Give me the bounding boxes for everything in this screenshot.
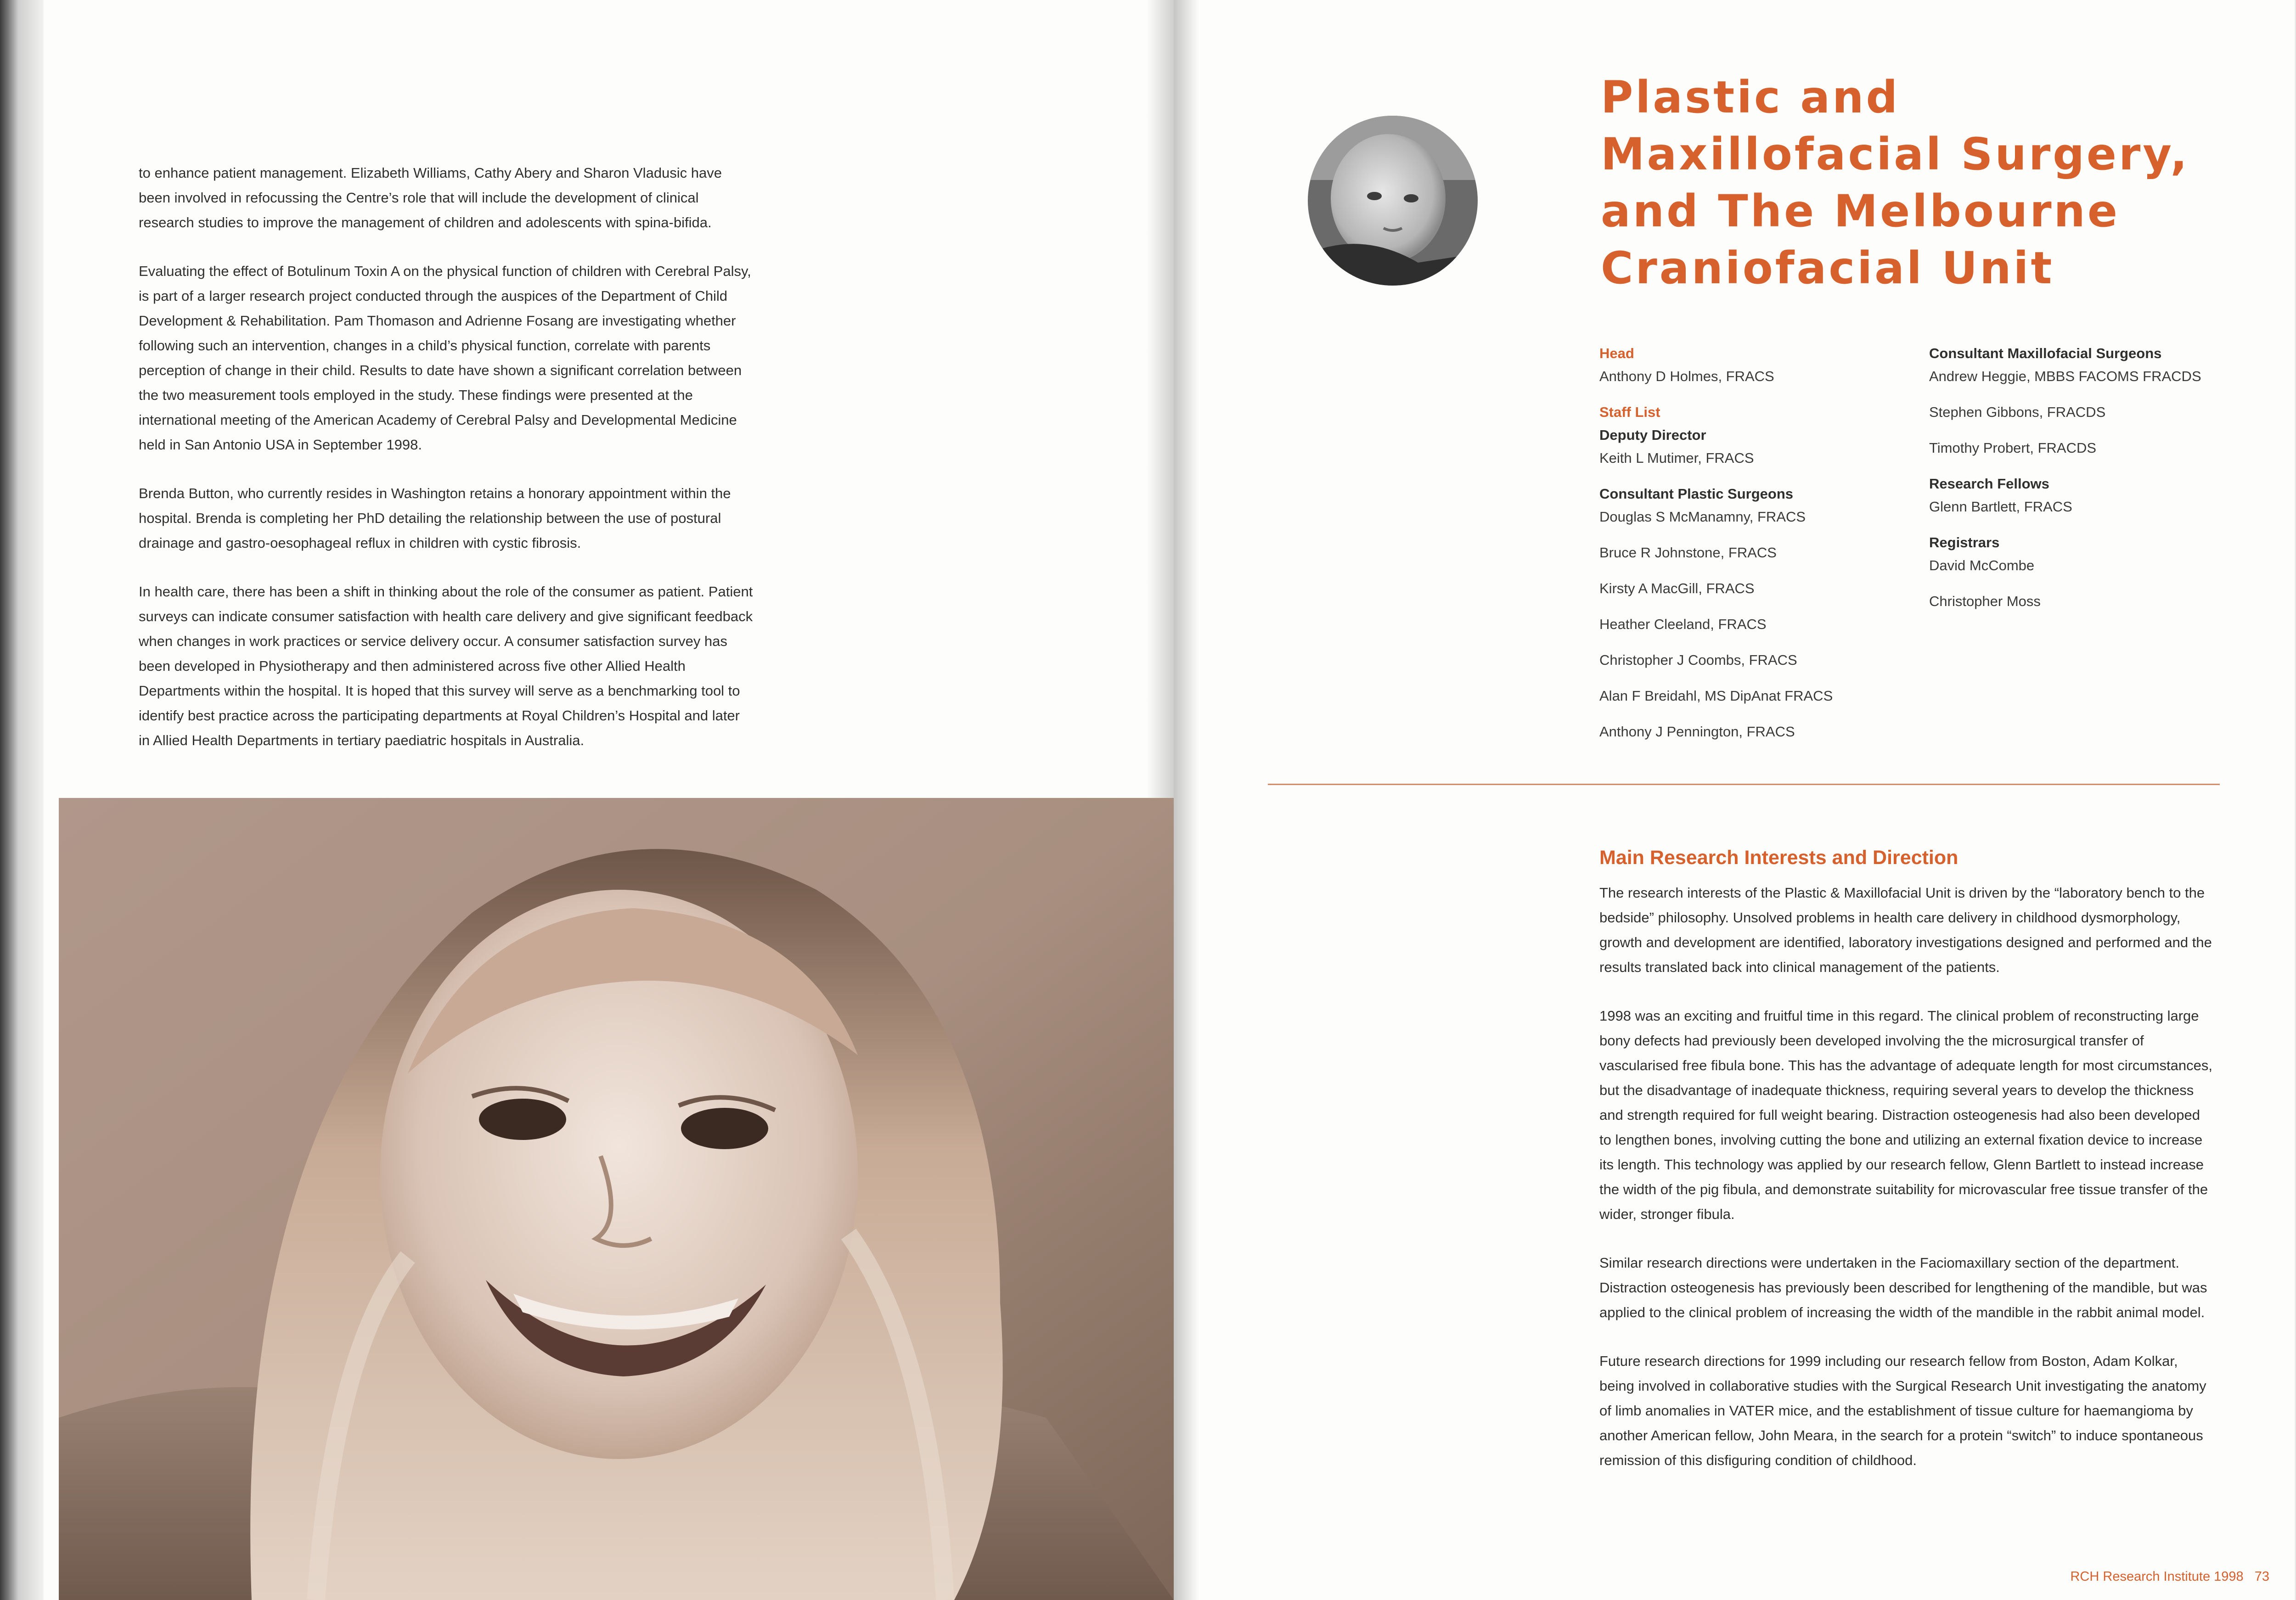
head-label: Head [1599, 345, 1634, 361]
plastic-surgeons-label: Consultant Plastic Surgeons [1599, 486, 1794, 502]
staff-name: Timothy Probert, FRACDS [1929, 440, 2097, 456]
baby-portrait-photo [1308, 116, 1478, 286]
footer-publication: RCH Research Institute 1998 [2070, 1569, 2244, 1584]
deputy-director-name: Keith L Mutimer, FRACS [1599, 450, 1754, 466]
smiling-child-photo [59, 798, 1174, 1600]
paragraph: Future research directions for 1999 including our research fellow from Boston, Adam Kolkar, being involved in collaborative studies with the Surgical Research Unit investigating the anatomy of limb anomalies in VATER mice, and the establishment of tissue culture for haemangioma by another American fellow, John Meara, in the search for a protein “switch” to induce spontaneous remission of this disfiguring condition of childhood. [1599, 1353, 2206, 1468]
paragraph: The research interests of the Plastic & Maxillofacial Unit is driven by the “laboratory bench to the bedside” philosophy. Unsolved problems in health care delivery in childhood dysmorphology, growth and development are identified, laboratory investigations designed and performed and the results translated back into clinical management of the patients. [1599, 885, 2212, 975]
right-body-text [1599, 881, 2215, 1497]
staff-name: Heather Cleeland, FRACS [1599, 616, 1767, 632]
left-body-text [139, 161, 754, 777]
research-fellows-label: Research Fellows [1929, 476, 2049, 492]
staff-name: Alan F Breidahl, MS DipAnat FRACS [1599, 688, 1833, 704]
staff-name: Douglas S McManamny, FRACS [1599, 509, 1806, 525]
paragraph: Similar research directions were undertaken in the Faciomaxillary section of the department. Distraction osteogenesis has previously been described for lengthening of the mandible, but was applied to the clinical problem of increasing the width of the mandible in the rabbit animal model. [1599, 1255, 2207, 1320]
paragraph: 1998 was an exciting and fruitful time in this regard. The clinical problem of reconstructing large bony defects had previously been developed involving the the microsurgical transfer of vascularised free fibula bone. This has the advantage of adequate length for most circumstances, but the disadvantage of inadequate thickness, requiring several years to develop the thickness and strength required for full weight bearing. Distraction osteogenesis had also been developed to lengthen bones, involving cutting the bone and utilizing an external fixation device to increase its length. This technology was applied by our research fellow, Glenn Bartlett to instead increase the width of the pig fibula, and demonstrate suitability for microvascular free tissue transfer of the wider, stronger fibula. [1599, 1008, 2212, 1222]
staff-list-label: Staff List [1599, 404, 1660, 420]
page-number: 73 [2254, 1569, 2269, 1584]
section-heading: Main Research Interests and Direction [1599, 847, 1958, 869]
section-divider [1268, 784, 2220, 785]
staff-name: David McCombe [1929, 557, 2035, 573]
registrars-label: Registrars [1929, 534, 2000, 550]
gutter-shadow [1174, 0, 1199, 1600]
staff-name: Kirsty A MacGill, FRACS [1599, 580, 1755, 596]
staff-name: Andrew Heggie, MBBS FACOMS FRACDS [1929, 368, 2201, 384]
paragraph: In health care, there has been a shift in thinking about the role of the consumer as patient. Patient surveys can indicate consumer satisfaction with health care delivery and give significant feedback when changes in work practices or service delivery occur. A consumer satisfaction survey has been developed in Physiotherapy and then administered across five other Allied Health Departments within the hospital. It is hoped that this survey will serve as a benchmarking tool to identify best practice across the participating departments at Royal Children’s Hospital and later in Allied Health Departments in tertiary paediatric hospitals in Australia. [139, 584, 753, 748]
page-edge-shadow [0, 0, 44, 1600]
page-title: Plastic and Maxillofacial Surgery, and The Melbourne Craniofacial Unit [1601, 72, 2189, 294]
page-edge-shadow [2294, 0, 2296, 1600]
head-name: Anthony D Holmes, FRACS [1599, 368, 1774, 384]
staff-name: Stephen Gibbons, FRACDS [1929, 404, 2106, 420]
paragraph: Brenda Button, who currently resides in Washington retains a honorary appointment within the hospital. Brenda is completing her PhD detailing the relationship between the use of postural drainage and gastro-oesophageal reflux in children with cystic fibrosis. [139, 485, 731, 551]
staff-list-column-2 [1929, 342, 2260, 613]
staff-name: Christopher J Coombs, FRACS [1599, 652, 1797, 668]
page-footer [2070, 1569, 2269, 1584]
staff-name: Glenn Bartlett, FRACS [1929, 499, 2072, 515]
maxillofacial-surgeons-label: Consultant Maxillofacial Surgeons [1929, 345, 2162, 361]
paragraph: to enhance patient management. Elizabeth Williams, Cathy Abery and Sharon Vladusic have been involved in refocussing the Centre’s role that will include the development of clinical research studies to improve the management of children and adolescents with spina-bifida. [139, 165, 722, 230]
staff-list-column-1 [1599, 342, 1912, 743]
staff-name: Bruce R Johnstone, FRACS [1599, 545, 1777, 561]
right-page [1174, 0, 2296, 1600]
staff-name: Anthony J Pennington, FRACS [1599, 724, 1795, 740]
staff-name: Christopher Moss [1929, 593, 2041, 609]
deputy-director-label: Deputy Director [1599, 427, 1706, 443]
paragraph: Evaluating the effect of Botulinum Toxin A on the physical function of children with Cerebral Palsy, is part of a larger research project conducted through the auspices of the Department of Child Development & Rehabilitation. Pam Thomason and Adrienne Fosang are investigating whether following such an intervention, changes in a child’s physical function, correlate with parents perception of change in their child. Results to date have shown a significant correlation between the two measurement tools employed in the study. These findings were presented at the international meeting of the American Academy of Cerebral Palsy and Developmental Medicine held in San Antonio USA in September 1998. [139, 263, 751, 453]
